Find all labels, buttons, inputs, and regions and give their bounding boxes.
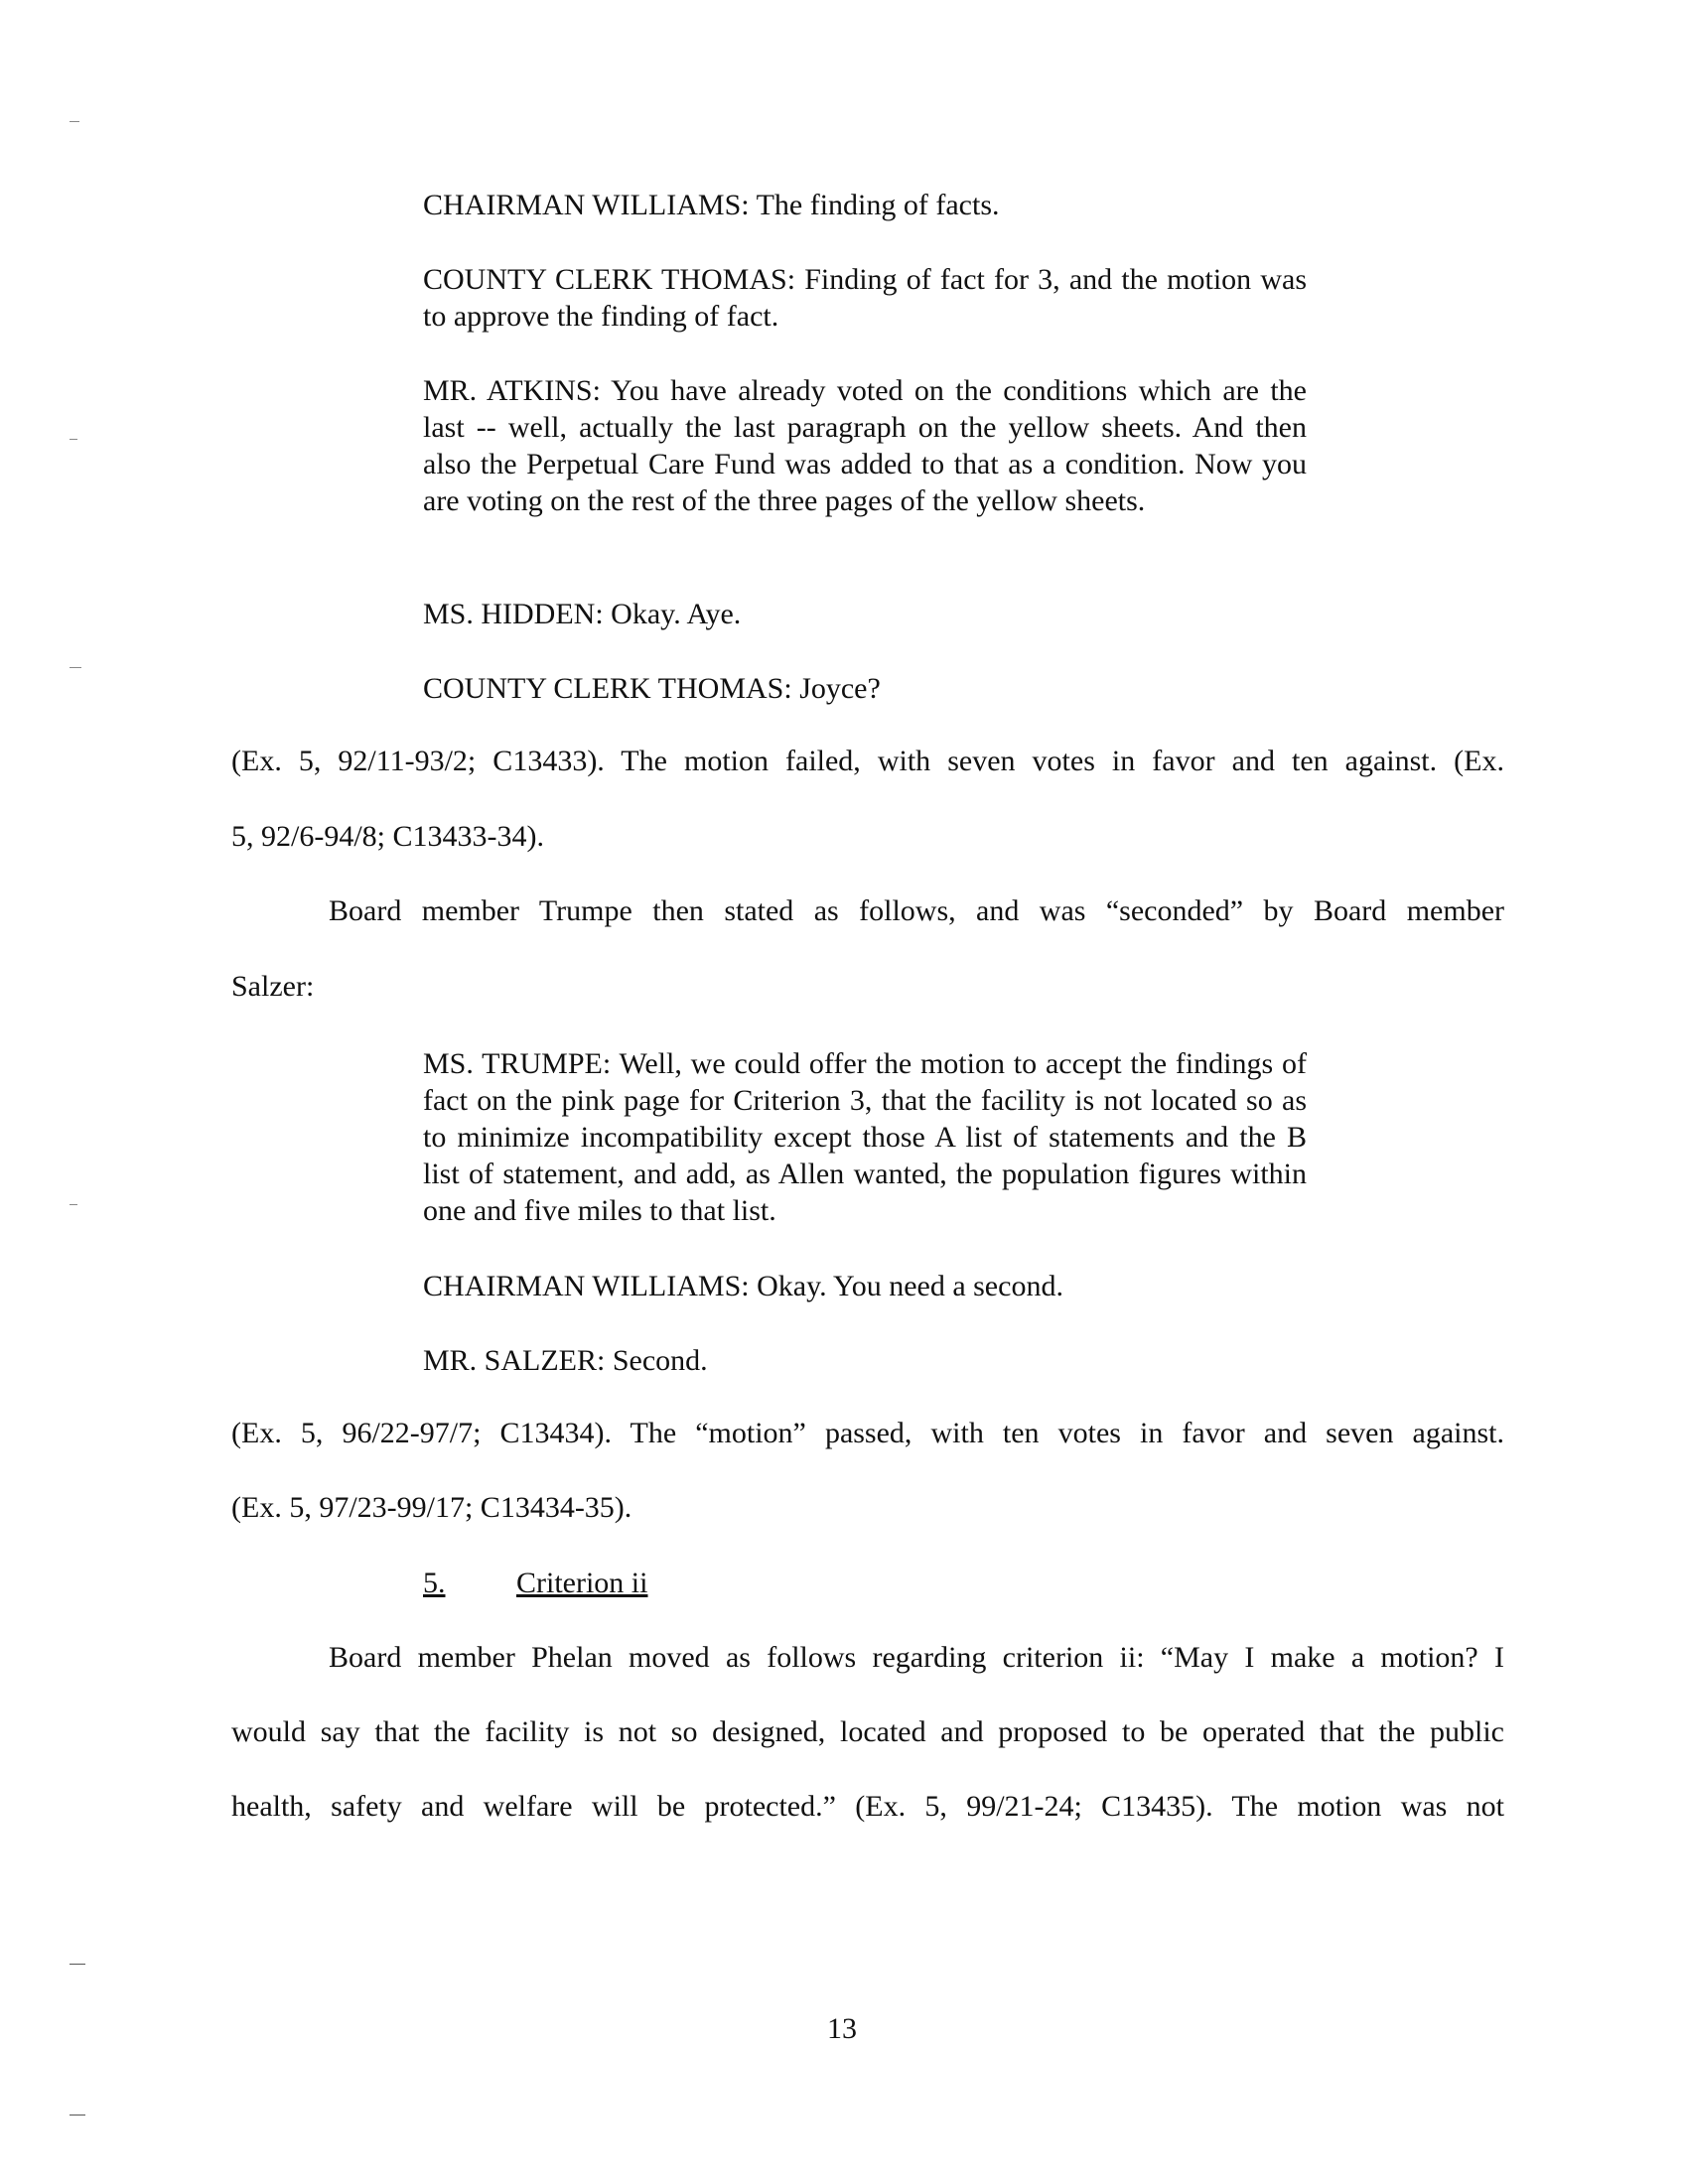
body-text-line: (Ex. 5, 96/22-97/7; C13434). The “motion” passed, with ten votes in favor and seven against. (231, 1417, 1504, 1449)
body-text-line: Salzer: (231, 970, 315, 1003)
quote-line: MR. ATKINS: You have already voted on the conditions which are the last -- well, actually the last paragraph on the yellow sheets. And then also the Perpetual Care Fund was added to that as a condition. Now you are voting on the rest of the three pages of the yellow sheets. (423, 374, 1307, 517)
body-text-line: Board member Phelan moved as follows regarding criterion ii: “May I make a motion? I (329, 1641, 1504, 1674)
scan-mark (70, 2115, 85, 2116)
body-text-line: (Ex. 5, 92/11-93/2; C13433). The motion failed, with seven votes in favor and ten against. (Ex. (231, 745, 1504, 777)
page-number: 13 (827, 2012, 857, 2045)
body-text-line: (Ex. 5, 97/23-99/17; C13434-35). (231, 1491, 632, 1524)
quote-line: CHAIRMAN WILLIAMS: The finding of facts. (423, 189, 1000, 221)
scan-mark (70, 439, 77, 440)
section-number: 5. (423, 1567, 446, 1599)
scan-mark (70, 667, 81, 668)
section-title: Criterion ii (516, 1567, 648, 1599)
quote-line: COUNTY CLERK THOMAS: Finding of fact for 3, and the motion was to approve the finding of fact. (423, 263, 1307, 333)
body-text-line: 5, 92/6-94/8; C13433-34). (231, 820, 544, 853)
quote-line: MS. TRUMPE: Well, we could offer the motion to accept the findings of fact on the pink page for Criterion 3, that the facility is not located so as to minimize incompatibility except those A list of statements and the B list of statement, and add, as Allen wanted, the population figures within one and five miles to that list. (423, 1047, 1307, 1227)
quote-line: CHAIRMAN WILLIAMS: Okay. You need a second. (423, 1270, 1063, 1302)
scan-mark (70, 1964, 85, 1965)
body-text-line: health, safety and welfare will be protected.” (Ex. 5, 99/21-24; C13435). The motion was not (231, 1790, 1504, 1823)
scan-mark (70, 1204, 77, 1205)
quote-line: MS. HIDDEN: Okay. Aye. (423, 598, 742, 630)
section-heading (423, 1565, 647, 1601)
quote-line: MR. SALZER: Second. (423, 1344, 708, 1377)
quote-line: COUNTY CLERK THOMAS: Joyce? (423, 672, 881, 705)
body-text-line: would say that the facility is not so designed, located and proposed to be operated that the public (231, 1715, 1504, 1748)
body-text-line: Board member Trumpe then stated as follows, and was “seconded” by Board member (329, 894, 1504, 927)
scan-mark (70, 121, 79, 122)
